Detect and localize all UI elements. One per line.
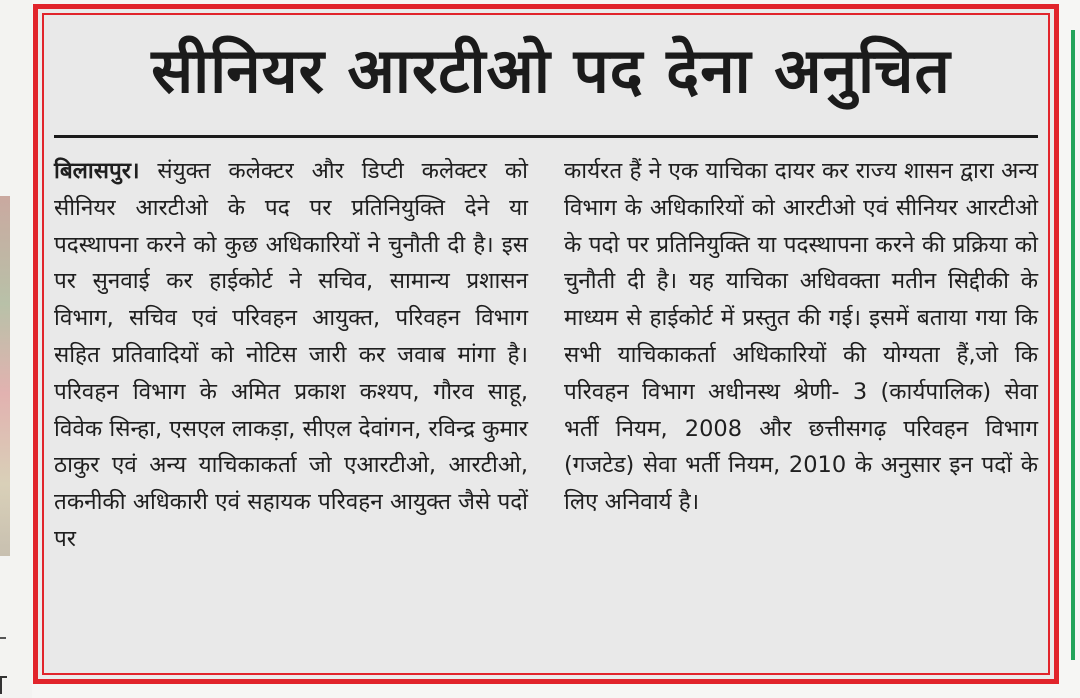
- adjacent-photo-fragment: [0, 196, 10, 556]
- adjacent-page-strip: [0, 0, 32, 698]
- adjacent-text-fragment: [0, 637, 6, 639]
- article-frame: [33, 4, 1059, 684]
- article-column-left-text: संयुक्त कलेक्टर और डिप्टी कलेक्टर को सीनियर आरटीओ के पद पर प्रतिनियुक्ति देने या पदस्थापना करने को कुछ अधिकारियों ने चुनौती दी है। इस पर सुनवाई कर हाईकोर्ट ने सचिव, सामान्य प्रशासन विभाग, सचिव एवं परिवहन आयुक्त, परिवहन विभाग सहित प्रतिवादियों को नोटिस जारी कर जवाब मांगा है। परिवहन विभाग के अमित प्रकाश कश्यप, गौरव साहू, विवेक सिन्हा, एसएल लाकड़ा, सीएल देवांगन, रविन्द्र कुमार ठाकुर एवं अन्य याचिकाकर्ता जो एआरटीओ, आरटीओ, तकनीकी अधिकारी एवं सहायक परिवहन आयुक्त जैसे पदों पर: [54, 158, 528, 552]
- article-headline: सीनियर आरटीओ पद देना अनुचित: [151, 34, 951, 107]
- headline-rule: [54, 135, 1038, 138]
- adjacent-green-rule: [1071, 30, 1075, 660]
- article-dateline: बिलासपुर।: [54, 158, 140, 184]
- article-column-right: कार्यरत हैं ने एक याचिका दायर कर राज्य शासन द्वारा अन्य विभाग के अधिकारियों को आरटीओ एवं सीनियर आरटीओ के पदो पर प्रतिनियुक्ति या पदस्थापना करने की प्रक्रिया को चुनौती दी है। यह याचिका अधिवक्ता मतीन सिद्दीकी के माध्यम से हाईकोर्ट में प्रस्तुत की गई। इसमें बताया गया कि सभी याचिकाकर्ता अधिकारियों की योग्यता हैं,जो कि परिवहन विभाग अधीनस्थ श्रेणी- 3 (कार्यपालिक) सेवा भर्ती नियम, 2008 और छत्तीसगढ़ परिवहन विभाग (गजटेड) सेवा भर्ती नियम, 2010 के अनुसार इन पदों के लिए अनिवार्य है।: [564, 158, 1038, 516]
- article-inner-frame: [42, 13, 1050, 675]
- article-column-left: [54, 153, 528, 558]
- adjacent-text-fragment: [0, 676, 7, 694]
